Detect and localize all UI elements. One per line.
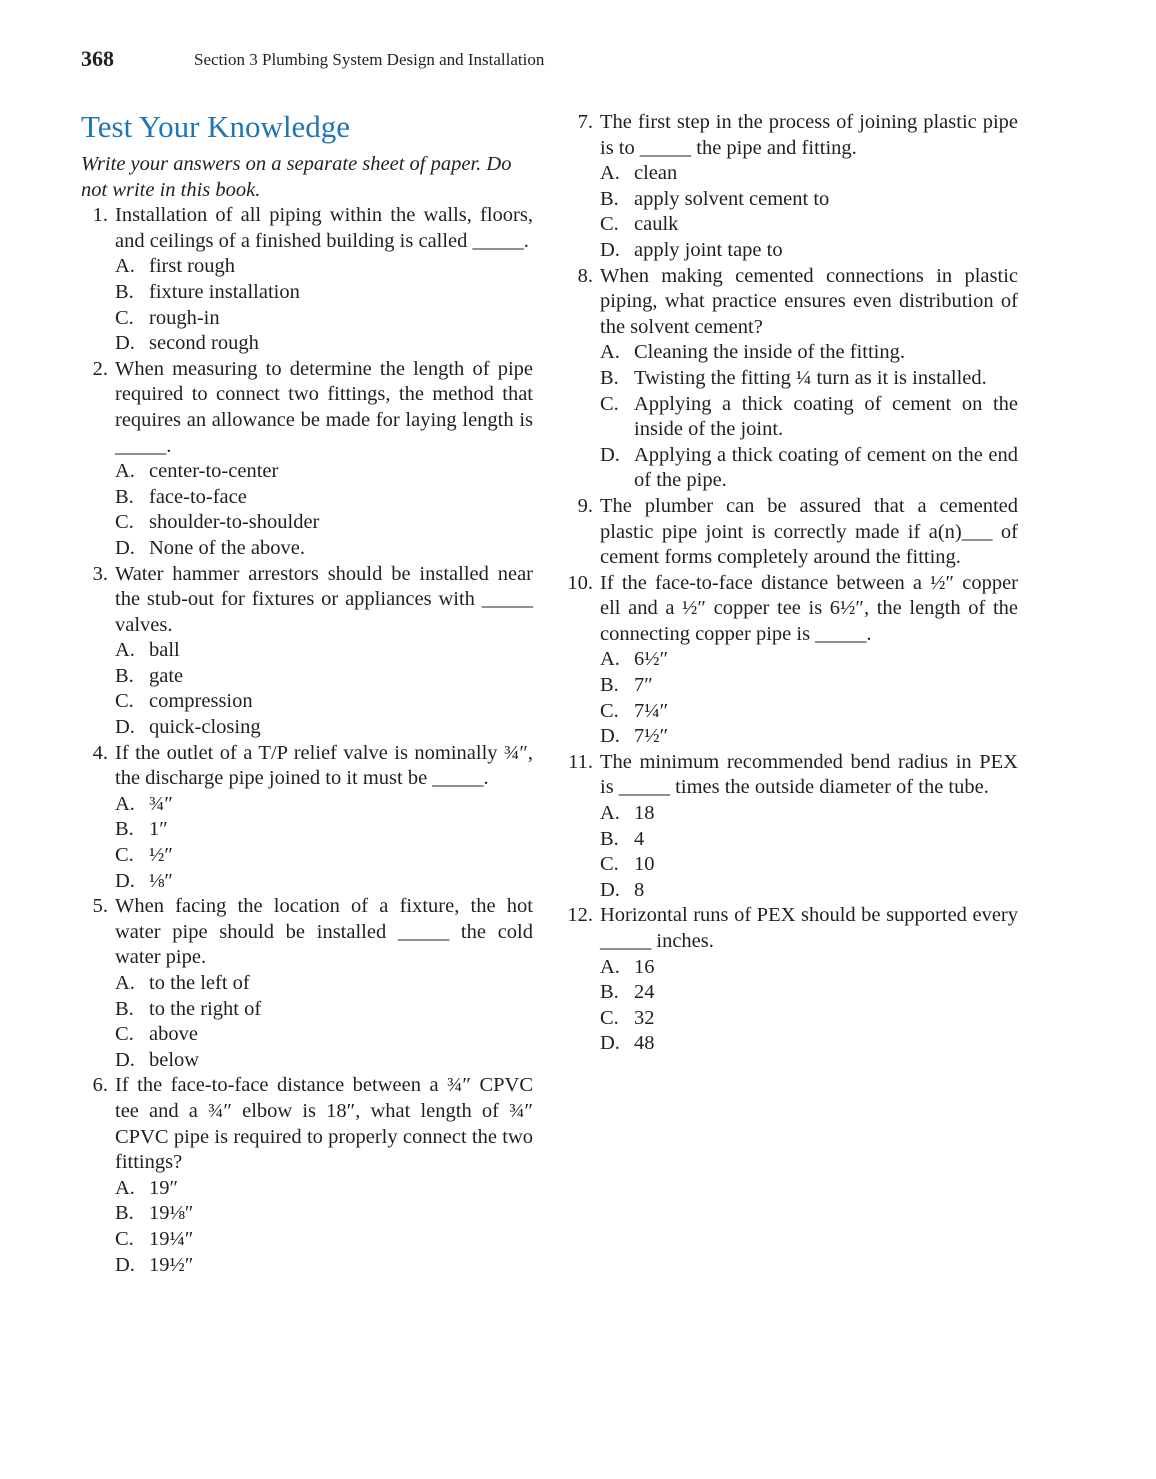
question-text: If the outlet of a T/P relief valve is nominally ¾″, the discharge pipe joined to it must be _____. <box>115 741 533 790</box>
option-letter: A. <box>115 972 135 994</box>
answer-option <box>115 664 533 690</box>
option-letter: C. <box>115 1227 134 1250</box>
answer-option <box>115 1201 533 1227</box>
option-letter: C. <box>600 213 619 236</box>
option-text: 32 <box>634 1006 655 1029</box>
answer-option <box>600 1006 1018 1032</box>
option-letter: D. <box>115 1253 135 1276</box>
answer-option <box>115 971 533 997</box>
answer-options <box>600 161 1018 263</box>
question-item <box>81 1073 533 1278</box>
option-text: Applying a thick coating of cement on the end of the pipe. <box>634 443 1018 492</box>
option-text: rough-in <box>149 306 220 329</box>
question-text: Water hammer arrestors should be installed near the stub-out for fixtures or appliances with _____ valves. <box>115 562 533 636</box>
answer-options <box>115 254 533 356</box>
question-number: 9. <box>577 494 593 517</box>
option-letter: D. <box>115 716 135 739</box>
option-letter: B. <box>115 818 134 841</box>
question-list-right <box>566 110 1018 1057</box>
answer-option <box>115 1253 533 1279</box>
option-letter: B. <box>115 664 134 687</box>
option-text: Applying a thick coating of cement on the inside of the joint. <box>634 392 1018 441</box>
question-text: If the face-to-face distance between a ¾″ CPVC tee and a ¾″ elbow is 18″, what length of ¾″ CPVC pipe is required to properly connect the two fittings? <box>115 1074 533 1174</box>
answer-options <box>115 1176 533 1278</box>
answer-option <box>115 869 533 895</box>
answer-option <box>115 689 533 715</box>
answer-option <box>115 1176 533 1202</box>
question-number: 7. <box>577 111 593 133</box>
answer-options <box>115 638 533 740</box>
option-letter: D. <box>115 1048 135 1071</box>
answer-options <box>600 647 1018 749</box>
question-item <box>566 494 1018 571</box>
option-text: second rough <box>149 332 259 355</box>
answer-option <box>600 1031 1018 1057</box>
answer-option <box>600 187 1018 213</box>
option-letter: A. <box>115 255 135 278</box>
option-text: 7½″ <box>634 725 669 748</box>
answer-options <box>115 971 533 1073</box>
option-text: gate <box>149 664 184 687</box>
answer-options <box>600 955 1018 1057</box>
answer-option <box>115 280 533 306</box>
option-letter: D. <box>600 878 620 901</box>
answer-option <box>600 366 1018 392</box>
question-item <box>81 203 533 357</box>
option-letter: A. <box>115 460 135 483</box>
question-item <box>81 741 533 895</box>
question-text: When measuring to determine the length of pipe required to connect two fittings, the method that requires an allowance be made for laying length is _____. <box>115 357 533 457</box>
option-letter: B. <box>115 1202 134 1225</box>
option-text: apply joint tape to <box>634 238 783 261</box>
answer-option <box>600 443 1018 494</box>
option-letter: B. <box>115 997 134 1020</box>
option-text: shoulder-to-shoulder <box>149 511 320 534</box>
answer-option <box>115 331 533 357</box>
question-number: 3. <box>92 562 108 585</box>
option-text: 16 <box>634 955 655 978</box>
question-number: 4. <box>92 741 108 764</box>
question-number: 11. <box>568 750 593 773</box>
option-text: fixture installation <box>149 280 300 303</box>
option-letter: B. <box>600 366 619 389</box>
question-number: 5. <box>92 895 108 918</box>
instructions: Write your answers on a separate sheet of paper. Do not write in this book. <box>81 153 512 201</box>
question-item <box>566 264 1018 494</box>
question-item <box>566 571 1018 750</box>
option-text: below <box>149 1048 200 1071</box>
question-text: If the face-to-face distance between a ½″ copper ell and a ½″ copper tee is 6½″, the length of the connecting copper pipe is _____. <box>600 571 1018 645</box>
answer-option <box>115 843 533 869</box>
question-number: 8. <box>577 264 593 287</box>
answer-option <box>600 212 1018 238</box>
option-text: to the right of <box>149 997 262 1020</box>
answer-options <box>115 459 533 561</box>
option-letter: D. <box>115 536 135 559</box>
option-letter: C. <box>115 306 134 329</box>
option-letter: A. <box>600 341 620 364</box>
option-text: quick-closing <box>149 716 261 739</box>
option-text: 10 <box>634 853 655 876</box>
option-letter: B. <box>600 827 619 850</box>
answer-option <box>115 254 533 280</box>
question-text: Installation of all piping within the walls, floors, and ceilings of a finished building is called _____. <box>115 204 533 252</box>
option-text: face-to-face <box>149 485 247 508</box>
answer-option <box>115 536 533 562</box>
option-letter: C. <box>600 853 619 876</box>
option-text: 19½″ <box>149 1253 194 1276</box>
option-letter: C. <box>115 844 134 867</box>
answer-option <box>115 1048 533 1074</box>
option-text: 48 <box>634 1032 655 1055</box>
option-letter: D. <box>115 869 135 892</box>
answer-option <box>115 459 533 485</box>
answer-options <box>115 792 533 894</box>
option-text: apply solvent cement to <box>634 187 830 210</box>
option-letter: B. <box>600 187 619 210</box>
left-column <box>81 108 533 1278</box>
answer-option <box>600 878 1018 904</box>
option-letter: A. <box>115 1176 135 1199</box>
option-letter: D. <box>600 443 620 466</box>
option-text: 19⅛″ <box>149 1202 194 1225</box>
question-number: 12. <box>567 904 593 927</box>
option-text: None of the above. <box>149 536 305 559</box>
option-letter: A. <box>600 162 620 185</box>
option-text: center-to-center <box>149 460 279 483</box>
answer-options <box>600 340 1018 494</box>
answer-option <box>600 699 1018 725</box>
option-letter: D. <box>115 332 135 355</box>
option-letter: A. <box>600 648 620 671</box>
running-head <box>81 46 1081 76</box>
option-text: 4 <box>634 827 645 850</box>
option-letter: A. <box>600 802 620 825</box>
question-text: The first step in the process of joining plastic pipe is to _____ the pipe and fitting. <box>600 111 1018 159</box>
option-letter: C. <box>115 1023 134 1046</box>
option-text: Cleaning the inside of the fitting. <box>634 341 906 364</box>
option-text: 24 <box>634 981 655 1004</box>
option-text: 19¼″ <box>149 1227 194 1250</box>
answer-option <box>115 817 533 843</box>
answer-option <box>115 1227 533 1253</box>
section-title: Section 3 Plumbing System Design and Installation <box>194 50 545 69</box>
question-item <box>566 750 1018 904</box>
option-text: 7¼″ <box>634 699 669 722</box>
option-letter: D. <box>600 238 620 261</box>
answer-option <box>115 510 533 536</box>
answer-option <box>115 306 533 332</box>
option-text: Twisting the fitting ¼ turn as it is installed. <box>634 366 987 389</box>
option-text: 6½″ <box>634 648 669 671</box>
option-text: ½″ <box>149 844 173 867</box>
question-text: The plumber can be assured that a cemented plastic pipe joint is correctly made if a(n)___ of cement forms completely around the fitting. <box>600 494 1018 569</box>
question-list-left <box>81 203 533 1278</box>
option-letter: B. <box>115 280 134 303</box>
option-letter: B. <box>600 674 619 697</box>
answer-option <box>600 827 1018 853</box>
option-text: 7″ <box>634 674 653 697</box>
option-text: 18 <box>634 802 655 825</box>
option-text: compression <box>149 690 253 713</box>
option-letter: A. <box>115 792 135 815</box>
option-letter: B. <box>600 981 619 1004</box>
answer-option <box>600 161 1018 187</box>
question-number: 2. <box>92 357 108 380</box>
question-number: 1. <box>92 204 108 227</box>
option-text: ball <box>149 639 180 662</box>
answer-option <box>600 340 1018 366</box>
option-text: above <box>149 1023 198 1046</box>
question-number: 6. <box>92 1074 108 1097</box>
answer-option <box>115 792 533 818</box>
option-text: caulk <box>634 213 679 236</box>
option-letter: A. <box>600 955 620 978</box>
option-text: to the left of <box>149 972 250 994</box>
answer-option <box>600 647 1018 673</box>
answer-option <box>115 997 533 1023</box>
answer-option <box>600 238 1018 264</box>
option-letter: C. <box>600 699 619 722</box>
option-letter: C. <box>600 1006 619 1029</box>
answer-option <box>115 638 533 664</box>
option-letter: C. <box>600 392 619 415</box>
answer-option <box>600 392 1018 443</box>
answer-option <box>600 724 1018 750</box>
question-item <box>81 562 533 741</box>
question-item <box>566 110 1018 264</box>
option-letter: B. <box>115 485 134 508</box>
option-text: 1″ <box>149 818 168 841</box>
option-text: 19″ <box>149 1176 179 1199</box>
option-text: clean <box>634 162 678 185</box>
option-text: ⅛″ <box>149 869 173 892</box>
answer-option <box>600 852 1018 878</box>
option-text: 8 <box>634 878 645 901</box>
answer-option <box>115 715 533 741</box>
question-text: Horizontal runs of PEX should be supported every _____ inches. <box>600 904 1018 952</box>
page-number: 368 <box>81 46 114 71</box>
answer-option <box>115 485 533 511</box>
option-letter: D. <box>600 1032 620 1055</box>
question-text: When making cemented connections in plastic piping, what practice ensures even distribution of the solvent cement? <box>600 264 1018 338</box>
answer-option <box>600 980 1018 1006</box>
right-column <box>566 110 1018 1057</box>
option-letter: C. <box>115 690 134 713</box>
option-letter: D. <box>600 725 620 748</box>
answer-option <box>115 1022 533 1048</box>
option-text: ¾″ <box>149 792 173 815</box>
answer-option <box>600 955 1018 981</box>
question-number: 10. <box>567 571 593 594</box>
option-letter: C. <box>115 511 134 534</box>
option-text: first rough <box>149 255 235 278</box>
question-text: The minimum recommended bend radius in PEX is _____ times the outside diameter of the tube. <box>600 750 1018 799</box>
option-letter: A. <box>115 639 135 662</box>
question-item <box>81 894 533 1073</box>
question-item <box>81 357 533 562</box>
answer-options <box>600 801 1018 903</box>
question-text: When facing the location of a fixture, the hot water pipe should be installed _____ the cold water pipe. <box>115 895 533 969</box>
answer-option <box>600 673 1018 699</box>
question-item <box>566 903 1018 1057</box>
answer-option <box>600 801 1018 827</box>
section-heading: Test Your Knowledge <box>81 109 351 144</box>
